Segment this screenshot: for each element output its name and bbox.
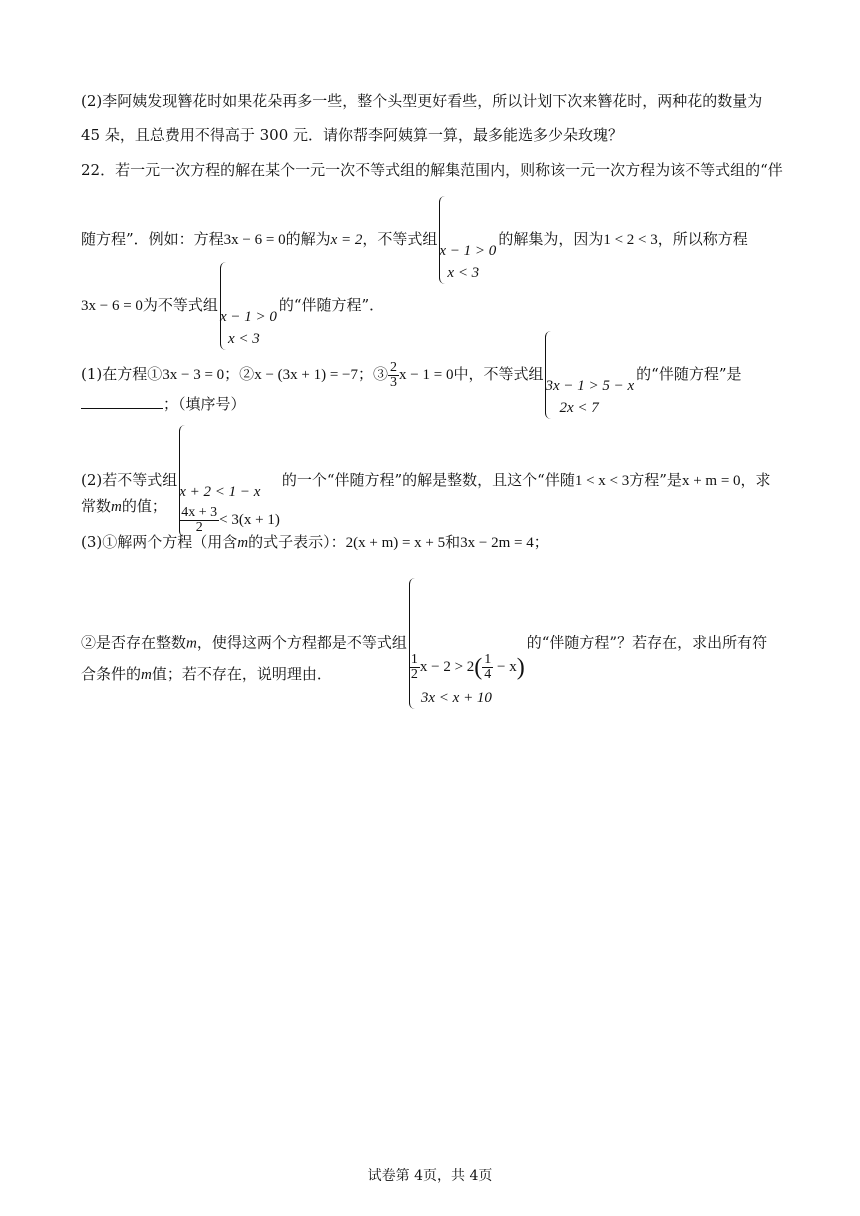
math-expression: 3x − 2m = 4 [460, 535, 534, 551]
system-row: x < 3 [227, 331, 260, 347]
math-expression: x − 2 > 2 [419, 659, 475, 675]
answer-blank[interactable] [81, 394, 163, 409]
math-variable: m [141, 667, 152, 683]
q22-text: 中，不等式组 [453, 365, 544, 383]
system-row: x < 3 [447, 265, 480, 281]
fraction-numerator: 1 [410, 652, 418, 668]
math-variable: m [111, 499, 122, 515]
q22-part1-fill [81, 394, 246, 414]
q22-text: (2)若不等式组 [81, 471, 178, 489]
page-footer: 试卷第 4页，共 4页 [367, 1168, 493, 1184]
q22-text: 随方程”．例如：方程 [81, 230, 224, 248]
fraction [388, 361, 399, 390]
q22-text: 的值； [121, 497, 167, 515]
system-row [409, 648, 525, 687]
fraction-numerator: 4x + 3 [181, 505, 218, 521]
left-brace-icon [179, 425, 188, 537]
system-row: 3x − 1 > 5 − x [545, 378, 635, 394]
left-brace-icon [545, 331, 554, 419]
math-expression: < 3(x + 1) [219, 512, 280, 528]
q22-part3b-line2 [81, 664, 332, 685]
fraction-denominator: 2 [195, 520, 203, 536]
system-row: x − 1 > 0 [439, 243, 497, 259]
math-expression: 3x − 3 = 0 [162, 367, 225, 383]
q22-text: 的式子表示）： [248, 533, 346, 551]
fraction-denominator: 2 [410, 667, 418, 683]
system-row: x − 1 > 0 [219, 309, 277, 325]
left-brace-icon [409, 578, 418, 709]
q21-part2-line2: 45 朵，且总费用不得高于 300 元．请你帮李阿姨算一算，最多能选多少朵玫瑰？ [81, 126, 624, 144]
math-expression: x = 2 [330, 232, 363, 248]
q22-part2 [81, 425, 771, 537]
inequality-system [179, 425, 280, 537]
math-expression: x − (3x + 1) = −7 [254, 367, 359, 383]
q22-text: 的一个“伴随方程”的解是整数，且这个“伴随 [281, 471, 575, 489]
fraction-numerator: 1 [484, 652, 492, 668]
q22-text: 的解集为，因为 [498, 230, 604, 248]
math-expression: x + m = 0 [681, 473, 741, 489]
fraction-numerator: 2 [390, 359, 398, 375]
inequality-system [409, 578, 525, 709]
math-expression: 3x − 6 = 0 [81, 298, 143, 314]
q22-text: 方程”是 [629, 471, 682, 489]
system-row: x + 2 < 1 − x [179, 484, 261, 500]
q22-text: ②是否存在整数 [81, 633, 187, 652]
q22-text: ，使得这两个方程都是不等式组 [196, 633, 407, 652]
math-expression: x − 1 = 0 [399, 367, 454, 383]
math-variable: m [186, 635, 197, 652]
q22-text: 常数 [81, 497, 112, 515]
q22-text: ；（填序号） [163, 395, 246, 413]
q22-part3b [81, 578, 767, 709]
q22-text: ；③ [358, 365, 389, 383]
q22-part2-line2 [81, 496, 167, 517]
q22-text: ，不等式组 [362, 230, 438, 248]
q22-text: (3)①解两个方程（用含 [81, 533, 238, 551]
system-row: 3x < x + 10 [420, 689, 492, 706]
q22-text: (1)在方程① [81, 365, 163, 383]
inequality-system [545, 331, 634, 419]
math-expression: 1 < x < 3 [574, 473, 630, 489]
math-variable: m [237, 535, 249, 551]
q22-text: ，求 [740, 471, 771, 489]
right-paren-icon: ) [516, 654, 525, 681]
left-paren-icon: ( [474, 654, 483, 681]
math-expression: 1 < 2 < 3 [603, 232, 658, 248]
q22-text: 为不等式组 [142, 296, 218, 314]
q22-text: 合条件的 [81, 665, 142, 683]
q22-text: ，所以称方程 [657, 230, 748, 248]
fraction [482, 653, 493, 682]
q22-text: 的“伴随方程”是 [636, 365, 742, 383]
q22-line1: 22．若一元一次方程的解在某个一元一次不等式组的解集范围内，则称该一元一次方程为该不等式组的“伴 [81, 161, 783, 179]
q22-text: 的解为 [285, 230, 331, 248]
q22-text: ； [533, 533, 549, 551]
q22-text: 值；若不存在，说明理由． [151, 665, 332, 683]
q22-text: 的“伴随方程”？若存在，求出所有符 [526, 633, 768, 652]
q22-text: 和 [445, 533, 461, 551]
q22-part3 [81, 532, 549, 553]
fraction-denominator: 4 [484, 667, 492, 683]
left-brace-icon [439, 196, 448, 284]
system-row: 2x < 7 [559, 400, 599, 416]
math-expression: 2(x + m) = x + 5 [345, 535, 446, 551]
q22-text: 的“伴随方程”． [278, 296, 385, 314]
fraction-denominator: 3 [390, 374, 398, 390]
q22-text: ；② [224, 365, 255, 383]
math-expression: − x [493, 659, 517, 675]
math-expression: 3x − 6 = 0 [223, 232, 286, 248]
q21-part2-line1: (2)李阿姨发现簪花时如果花朵再多一些，整个头型更好看些，所以计划下次来簪花时，两种花的数量为 [81, 92, 763, 110]
inequality-system [439, 196, 496, 284]
